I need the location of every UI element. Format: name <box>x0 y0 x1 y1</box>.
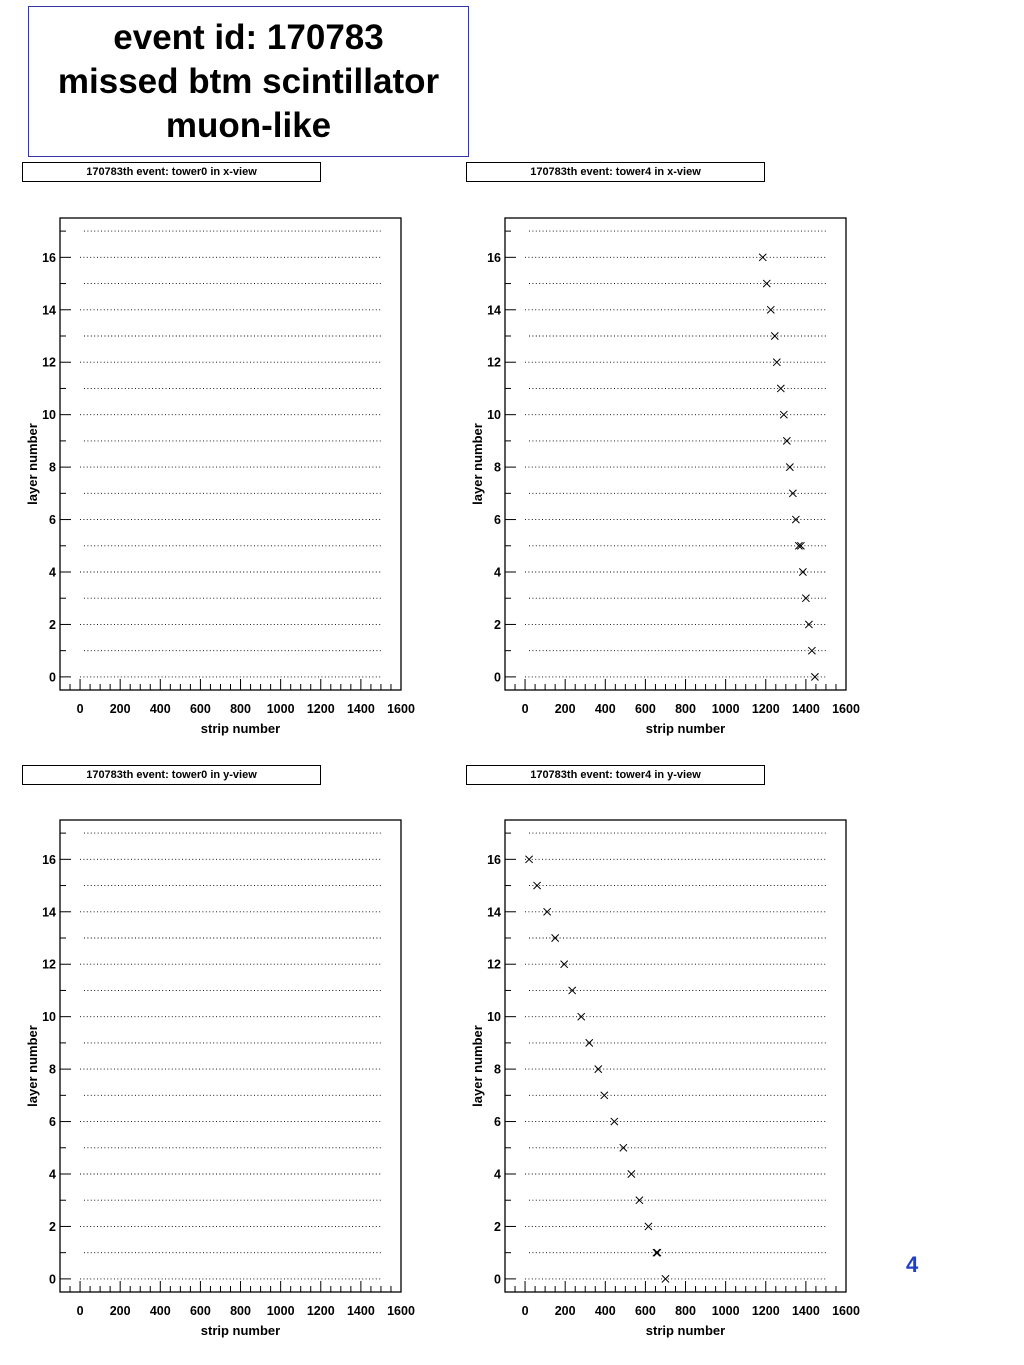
y-tick-label: 8 <box>494 460 501 475</box>
hit-marker <box>777 385 784 392</box>
hit-marker <box>601 1092 608 1099</box>
y-tick-label: 6 <box>49 1115 56 1130</box>
x-axis-label: strip number <box>200 1323 281 1338</box>
x-tick-label: 1600 <box>387 702 415 716</box>
hit-marker <box>799 568 806 575</box>
x-tick-label: 1000 <box>266 702 295 716</box>
page-number: 4 <box>906 1252 919 1277</box>
y-tick-label: 2 <box>49 617 56 632</box>
y-tick-label: 16 <box>487 250 501 265</box>
y-tick-label: 2 <box>49 1219 56 1234</box>
y-axis-label: layer number <box>470 423 485 505</box>
x-tick-label: 200 <box>109 702 131 716</box>
x-tick-label: 1200 <box>751 1304 780 1318</box>
x-tick-label: 800 <box>230 702 251 716</box>
y-tick-label: 2 <box>494 617 501 632</box>
y-tick-label: 10 <box>42 408 56 423</box>
plot-frame <box>60 820 401 1292</box>
y-tick-label: 12 <box>42 355 56 370</box>
x-tick-label: 800 <box>675 702 696 716</box>
x-tick-label: 1200 <box>306 702 335 716</box>
hit-marker <box>780 411 787 418</box>
x-tick-label: 1200 <box>751 702 780 716</box>
hit-marker <box>808 647 815 654</box>
x-tick-label: 600 <box>634 1304 656 1318</box>
x-tick-label: 600 <box>634 702 656 716</box>
x-tick-label: 400 <box>149 1304 171 1318</box>
y-tick-label: 12 <box>42 957 56 972</box>
y-tick-label: 14 <box>487 303 501 318</box>
y-tick-label: 4 <box>494 565 501 580</box>
chart-tower4-x-view <box>445 200 865 760</box>
panel-title-tower4-x: 170783th event: tower4 in x-view <box>466 162 765 182</box>
y-tick-label: 4 <box>49 565 56 580</box>
x-tick-label: 1400 <box>346 1304 375 1318</box>
y-axis-label: layer number <box>25 423 40 505</box>
x-tick-label: 1000 <box>711 702 740 716</box>
y-tick-label: 12 <box>487 355 501 370</box>
y-tick-label: 16 <box>42 250 56 265</box>
y-tick-label: 14 <box>42 905 56 920</box>
hit-marker <box>569 987 576 994</box>
y-tick-label: 12 <box>487 957 501 972</box>
x-tick-label: 600 <box>189 1304 211 1318</box>
chart-tower0-x-view <box>0 200 420 760</box>
x-tick-label: 1400 <box>791 702 820 716</box>
x-tick-label: 200 <box>109 1304 131 1318</box>
x-tick-label: 200 <box>554 702 576 716</box>
plot-frame <box>60 218 401 690</box>
hit-marker <box>789 490 796 497</box>
plot-frame <box>505 218 846 690</box>
x-tick-label: 800 <box>675 1304 696 1318</box>
y-tick-label: 16 <box>42 852 56 867</box>
x-tick-label: 400 <box>594 1304 616 1318</box>
y-tick-label: 14 <box>42 303 56 318</box>
y-tick-label: 16 <box>487 852 501 867</box>
y-tick-label: 0 <box>49 1272 56 1287</box>
x-tick-label: 0 <box>521 1304 529 1318</box>
x-tick-label: 1600 <box>387 1304 415 1318</box>
header-line-1: event id: 170783 <box>113 17 384 57</box>
hit-marker <box>792 516 799 523</box>
y-tick-label: 0 <box>494 670 501 685</box>
x-tick-label: 200 <box>554 1304 576 1318</box>
x-tick-label: 0 <box>76 1304 84 1318</box>
panel-title-tower0-y: 170783th event: tower0 in y-view <box>22 765 321 785</box>
x-tick-label: 1600 <box>832 1304 860 1318</box>
x-tick-label: 1400 <box>791 1304 820 1318</box>
x-tick-label: 0 <box>521 702 529 716</box>
y-tick-label: 0 <box>49 670 56 685</box>
header-line-3: muon-like <box>165 105 332 145</box>
y-tick-label: 10 <box>487 408 501 423</box>
x-tick-label: 1000 <box>266 1304 295 1318</box>
chart-tower4-y-view <box>445 802 865 1362</box>
y-tick-label: 4 <box>494 1167 501 1182</box>
y-tick-label: 8 <box>49 1062 56 1077</box>
y-tick-label: 6 <box>494 513 501 528</box>
y-tick-label: 10 <box>42 1010 56 1025</box>
y-tick-label: 4 <box>49 1167 56 1182</box>
x-tick-label: 1200 <box>306 1304 335 1318</box>
header-box <box>28 6 469 157</box>
chart-tower0-y-view <box>0 802 420 1362</box>
x-tick-label: 600 <box>189 702 211 716</box>
x-tick-label: 400 <box>149 702 171 716</box>
panel-title-tower0-x: 170783th event: tower0 in x-view <box>22 162 321 182</box>
y-tick-label: 14 <box>487 905 501 920</box>
x-tick-label: 1400 <box>346 702 375 716</box>
y-axis-label: layer number <box>470 1025 485 1107</box>
y-axis-label: layer number <box>25 1025 40 1107</box>
y-tick-label: 2 <box>494 1219 501 1234</box>
y-tick-label: 6 <box>49 513 56 528</box>
x-axis-label: strip number <box>645 1323 726 1338</box>
x-tick-label: 400 <box>594 702 616 716</box>
x-tick-label: 0 <box>76 702 84 716</box>
x-axis-label: strip number <box>200 721 281 736</box>
hit-marker <box>552 934 559 941</box>
header-line-2: missed btm scintillator <box>57 61 440 101</box>
hit-marker <box>586 1039 593 1046</box>
plot-frame <box>505 820 846 1292</box>
x-tick-label: 1000 <box>711 1304 740 1318</box>
panel-title-tower4-y: 170783th event: tower4 in y-view <box>466 765 765 785</box>
y-tick-label: 8 <box>494 1062 501 1077</box>
y-tick-label: 8 <box>49 460 56 475</box>
x-tick-label: 800 <box>230 1304 251 1318</box>
y-tick-label: 6 <box>494 1115 501 1130</box>
x-axis-label: strip number <box>645 721 726 736</box>
hit-marker <box>773 359 780 366</box>
hit-marker <box>525 856 532 863</box>
x-tick-label: 1600 <box>832 702 860 716</box>
y-tick-label: 0 <box>494 1272 501 1287</box>
y-tick-label: 10 <box>487 1010 501 1025</box>
